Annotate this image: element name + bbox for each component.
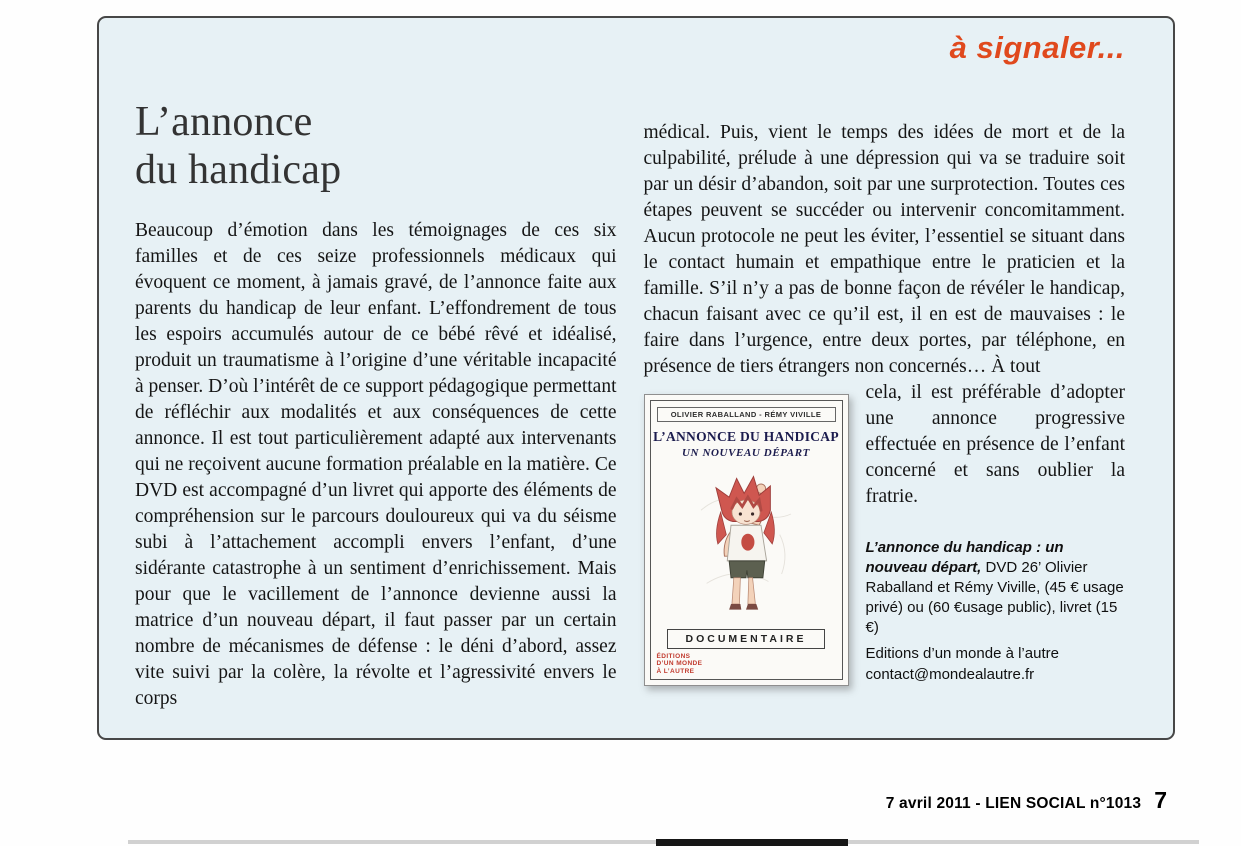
right-column xyxy=(644,82,1126,712)
dvd-cover-illustration xyxy=(657,459,836,629)
page-footer xyxy=(886,787,1167,814)
caption-details: DVD 26’ Olivier Raballand et Rémy Viville, (45 € usage privé) ou (60 €usage public), livret (15 €) xyxy=(865,559,1124,636)
caption-email: contact@mondealautre.fr xyxy=(865,666,1035,683)
article-body-right-wrap: cela, il est préférable d’adopter une annonce progressive effectuée en présence de l’enfant concerné et sans oublier la fratrie. xyxy=(865,382,1125,507)
article-title xyxy=(135,98,617,194)
caption-publisher: Editions d’un monde à l’autre xyxy=(865,645,1059,662)
dvd-cover-publisher-logo xyxy=(657,653,703,676)
article-title-line1: L’annonce xyxy=(135,99,313,145)
footer-issue: 7 avril 2011 - LIEN SOCIAL n°1013 xyxy=(885,795,1142,812)
publisher-line1: ÉDITIONS xyxy=(656,652,691,660)
scan-dark-bar-artifact xyxy=(656,839,848,846)
dvd-cover-authors: OLIVIER RABALLAND - RÉMY VIVILLE xyxy=(657,407,836,422)
footer-page-number: 7 xyxy=(1154,787,1167,813)
dvd-cover-card xyxy=(644,394,849,686)
dvd-cover-frame xyxy=(650,400,843,680)
article-body-right: médical. Puis, vient le temps des idées de mort et de la culpabilité, prélude à une dépression qui va se traduire soit par un désir d’abandon, soit par une surprotection. Toutes ces étapes peuvent se succéder ou intervenir concomitamment. Aucun protocole ne peut les éviter, l’essentiel se situant dans le contact humain et empathique entre le praticien et la famille. S’il n’y a pas de bonne façon de révéler le handicap, chacun faisant avec ce qu’il est, il en est de mauvaises : le faire dans l’urgence, entre deux portes, par téléphone, en présence de tiers étrangers non concernés… À tout xyxy=(643,122,1125,377)
article-panel xyxy=(97,16,1175,740)
dvd-cover-title: L’ANNONCE DU HANDICAP xyxy=(653,429,839,444)
dvd-cover xyxy=(644,394,849,686)
publisher-line3: À L’AUTRE xyxy=(656,667,695,675)
dvd-cover-subtitle: UN NOUVEAU DÉPART xyxy=(682,447,810,459)
article-body-left: Beaucoup d’émotion dans les témoignages de ces six familles et de ces seize professionnels médicaux qui évoquent ce moment, à jamais gravé, de l’annonce faite aux parents du handicap de leur enfant. L’effondrement de tous les espoirs accumulés autour de ce bébé rêvé et idéalisé, produit un traumatisme à l’origine d’une véritable incapacité à penser. D’où l’intérêt de ce support pédagogique permettant de réfléchir aux modalités et aux conséquences de cette annonce. Il est tout particulièrement adapté aux intervenants qui ne reçoivent aucune formation préalable en la matière. Ce DVD est accompagné d’un livret qui apporte des éléments de compréhension sur le parcours douloureux qui va du séisme subi à l’attachement accompli envers l’enfant, d’une sidérante catastrophe à un sentiment d’enrichissement. Mais pour que le vacillement de l’annonce devienne aussi la matrice d’un nouveau départ, il faut passer par un certain nombre de mécanismes de défense : le déni d’abord, assez vite suivi par la colère, la révolte et l’agressivité envers le corps xyxy=(135,220,617,709)
article-title-line2: du handicap xyxy=(135,147,342,193)
caption-title: L’annonce du handicap : un nouveau départ, xyxy=(865,539,1064,576)
dvd-cover-genre: DOCUMENTAIRE xyxy=(667,629,825,649)
article-columns xyxy=(135,82,1125,712)
left-column xyxy=(135,82,617,712)
publisher-line2: D’UN MONDE xyxy=(656,660,703,667)
girl-illustration-icon xyxy=(687,469,805,619)
section-flag: à signaler... xyxy=(949,30,1125,65)
